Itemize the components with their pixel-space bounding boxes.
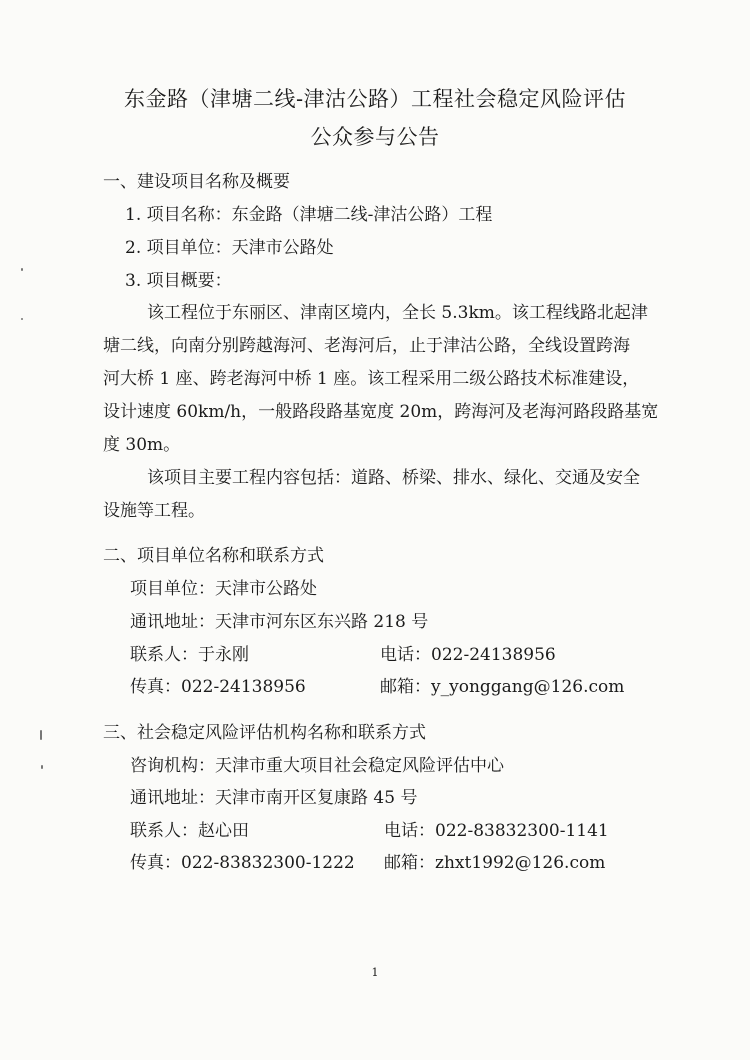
contact-person: 联系人：赵心田 — [130, 821, 249, 841]
section1-heading: 一、建设项目名称及概要 — [103, 172, 290, 192]
scan-artifact — [21, 318, 23, 320]
scan-artifact — [41, 765, 43, 769]
document-subtitle: 公众参与公告 — [310, 125, 440, 149]
address-line: 通讯地址：天津市河东区东兴路 218 号 — [130, 612, 429, 632]
scan-artifact — [40, 730, 42, 740]
address-line: 通讯地址：天津市南开区复康路 45 号 — [130, 788, 418, 808]
unit-line: 项目单位：天津市公路处 — [130, 579, 317, 599]
section2-heading: 二、项目单位名称和联系方式 — [103, 546, 324, 566]
fax-number: 传真：022-83832300-1222 — [130, 853, 355, 873]
document-title: 东金路（津塘二线-津沽公路）工程社会稳定风险评估 — [123, 87, 627, 111]
overview-paragraph-line: 河大桥 1 座、跨老海河中桥 1 座。该工程采用二级公路技术标准建设， — [103, 369, 640, 389]
phone-number: 电话：022-83832300-1141 — [384, 821, 609, 841]
consulting-org-line: 咨询机构：天津市重大项目社会稳定风险评估中心 — [130, 756, 504, 776]
section3-heading: 三、社会稳定风险评估机构名称和联系方式 — [103, 723, 426, 743]
project-overview-item: 3. 项目概要： — [125, 271, 232, 291]
project-name-item: 1. 项目名称：东金路（津塘二线-津沽公路）工程 — [125, 205, 493, 225]
overview-paragraph-line: 设计速度 60km/h，一般路段路基宽度 20m，跨海河及老海河路段路基宽 — [103, 402, 659, 422]
overview-paragraph-line: 塘二线，向南分别跨越海河、老海河后，止于津沽公路，全线设置跨海 — [103, 336, 630, 356]
scan-artifact — [21, 268, 23, 271]
scope-paragraph-line: 该项目主要工程内容包括：道路、桥梁、排水、绿化、交通及安全 — [147, 468, 640, 488]
overview-paragraph-line: 度 30m。 — [103, 435, 181, 455]
phone-number: 电话：022-24138956 — [380, 645, 556, 665]
project-unit-item: 2. 项目单位：天津市公路处 — [125, 238, 334, 258]
scope-paragraph-line: 设施等工程。 — [103, 501, 205, 521]
fax-number: 传真：022-24138956 — [130, 677, 306, 697]
contact-person: 联系人：于永刚 — [130, 645, 249, 665]
email-address: 邮箱：zhxt1992@126.com — [384, 853, 606, 873]
page-number: 1 — [371, 966, 379, 979]
email-address: 邮箱：y_yonggang@126.com — [380, 677, 625, 697]
overview-paragraph-line: 该工程位于东丽区、津南区境内，全长 5.3km。该工程线路北起津 — [147, 303, 648, 323]
